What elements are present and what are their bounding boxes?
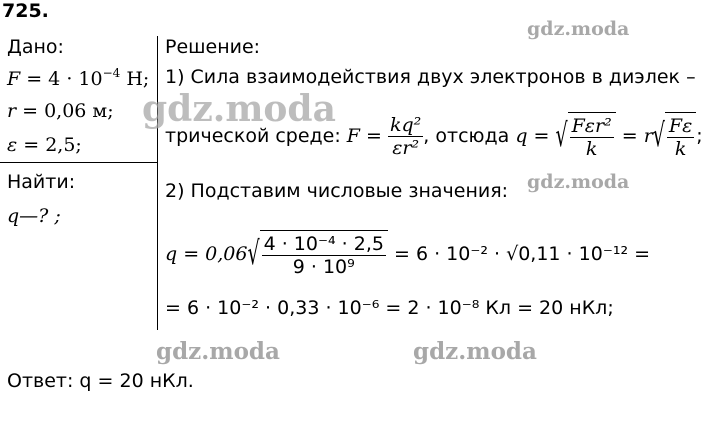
step1-sqrt1-den: k [585, 138, 598, 160]
step1-F-eq: F = [346, 125, 382, 147]
step1-eq-r: = r [621, 125, 653, 147]
watermark: gdz.moda [142, 88, 336, 130]
given-force-unit: Н; [120, 68, 150, 90]
problem-number: 725. [2, 0, 49, 22]
sqrt-icon: √ [652, 117, 665, 155]
given-heading: Дано: [7, 36, 64, 58]
find-heading: Найти: [7, 171, 76, 193]
step2-q-prefix: q = 0,06 [165, 243, 248, 265]
step1-sqrt1 [568, 112, 616, 160]
step2-sqrt-num: 4 · 10⁻⁴ · 2,5 [263, 233, 384, 255]
step1-prefix: трической среде: [165, 125, 341, 147]
given-force [7, 66, 149, 90]
watermark: gdz.moda [156, 338, 280, 365]
sqrt-icon: √ [247, 235, 260, 273]
step1-q-eq: q = [515, 125, 550, 147]
step1-frac-num: kq² [390, 113, 422, 136]
find-value: q—? ; [7, 205, 61, 227]
step1-sqrt2-num: Fε [668, 115, 693, 137]
answer-line: Ответ: q = 20 нКл. [7, 370, 194, 392]
column-divider [157, 36, 158, 330]
given-force-eq: = 4 · 10 [20, 68, 103, 90]
watermark: gdz.moda [527, 171, 630, 193]
given-force-exp: −4 [102, 66, 121, 80]
step2-substitution-line [165, 224, 650, 284]
step2-line1: 2) Подставим числовые значения: [165, 180, 509, 202]
solution-heading: Решение: [165, 36, 261, 58]
step1-line1: 1) Сила взаимодействия двух электронов в диэлек – [165, 66, 696, 88]
step2-sqrt-den: 9 · 10⁹ [292, 256, 355, 278]
given-force-var: F [7, 68, 21, 90]
step1-coulomb-fraction [388, 114, 423, 159]
step2-result-line: = 6 · 10⁻² · 0,33 · 10⁻⁶ = 2 · 10⁻⁸ Кл = 20 нКл; [165, 297, 614, 319]
given-distance [7, 100, 114, 122]
step1-sqrt2 [665, 112, 696, 160]
given-distance-var: r [7, 100, 17, 122]
step1-otkuda: , отсюда [423, 125, 510, 147]
step1-sqrt1-num: Fεr² [571, 115, 612, 137]
given-permittivity-var: ε [7, 134, 18, 156]
given-distance-eq: = 0,06 м; [16, 100, 114, 122]
step1-end: ; [696, 125, 703, 147]
step2-rhs: = 6 · 10⁻² · √0,11 · 10⁻¹² = [394, 243, 651, 265]
given-permittivity [7, 134, 82, 156]
given-permittivity-eq: = 2,5; [17, 134, 82, 156]
given-divider [0, 162, 157, 163]
step1-sqrt2-den: k [674, 138, 687, 160]
sqrt-icon: √ [555, 117, 568, 155]
watermark: gdz.moda [413, 338, 537, 365]
step1-frac-den: εr² [392, 136, 420, 159]
watermark: gdz.moda [527, 18, 630, 40]
step2-sqrt [260, 230, 388, 278]
